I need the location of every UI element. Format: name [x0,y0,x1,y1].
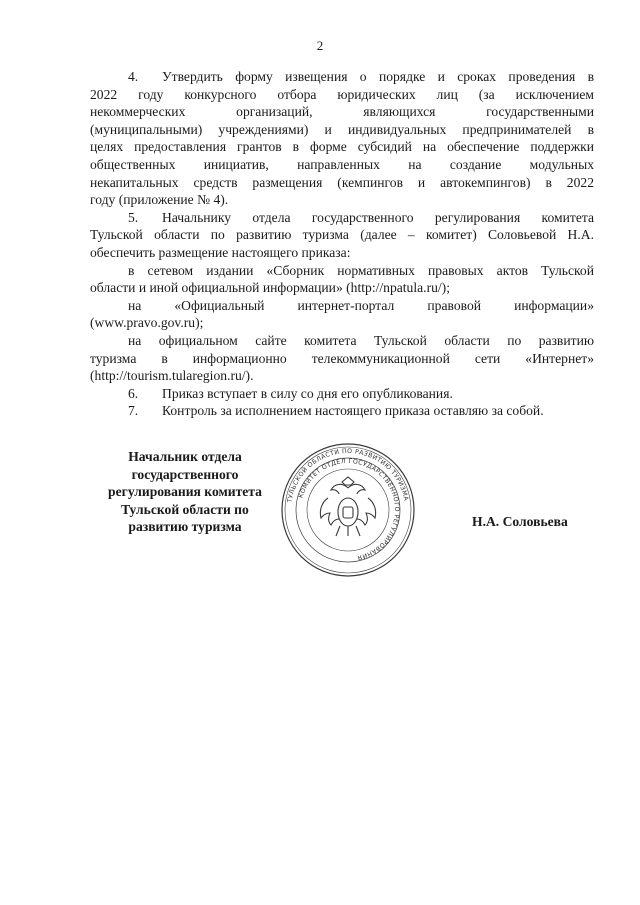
order-item-7 [90,402,594,420]
text-line: в сетевом издании «Сборник нормативных правовых актов Тульской [128,262,594,278]
text-line: Контроль за исполнением настоящего приказа оставляю за собой. [162,403,544,419]
seal-inner-text: КОМИТЕТ ОТДЕЛ ГОСУДАРСТВЕННОГО РЕГУЛИРОВАНИЯ [297,457,401,562]
order-item-4 [90,68,594,209]
seal-outer-text: ТУЛЬСКОЙ ОБЛАСТИ ПО РАЗВИТИЮ ТУРИЗМА [286,447,410,504]
text-line: общественных инициатив, направленных на создание модульных [90,156,594,172]
item-number: 5. [128,209,139,225]
text-line: туризма в информационно телекоммуникационной сети «Интернет» [90,350,594,366]
order-item-5 [90,209,594,262]
item-number: 4. [128,69,139,84]
text-line: (муниципальными) учреждениями) и индивидуальных предпринимателей в [90,121,594,137]
text-line: 2022 году конкурсного отбора юридических лиц (за исключением [90,86,594,102]
text-line: некапитальных средств размещения (кемпингов и автокемпингов) в 2022 [90,174,594,190]
signatory-title: Начальник отдела государственного регулирования комитета Тульской области по развитию туризма [108,449,262,535]
text-line: на «Официальный интернет-портал правовой информации» [128,297,594,313]
text-line: (www.pravo.gov.ru); [90,315,204,331]
text-line: целях предоставления грантов в форме субсидий на обеспечение поддержки [90,139,594,155]
text-line: обеспечить размещение настоящего приказа: [90,244,351,260]
order-item-6 [90,385,594,403]
text-line: некоммерческих организаций, являющихся государственными [90,104,594,120]
eagle-emblem-icon [320,477,375,536]
signature-block [0,440,640,580]
text-line: Утвердить форму извещения о порядке и сроках проведения в [162,69,594,84]
item-number: 6. [128,385,139,401]
publication-list [90,262,594,385]
item-number: 7. [128,403,139,419]
text-line: году (приложение № 4). [90,192,229,208]
order-body [90,68,594,420]
text-line: (http://tourism.tularegion.ru/). [90,368,254,384]
text-line: Тульской области по развитию туризма (далее – комитет) Соловьевой Н.А. [90,227,594,243]
text-line: Приказ вступает в силу со дня его опубликования. [162,385,453,401]
text-line: области и иной официальной информации» (http://npatula.ru/); [90,280,450,296]
signatory-name: Н.А. Соловьева [472,514,568,529]
text-line: Начальнику отдела государственного регулирования комитета [162,209,594,225]
page-number: 2 [316,38,324,53]
official-seal [278,440,418,580]
text-line: на официальном сайте комитета Тульской области по развитию [128,332,594,348]
